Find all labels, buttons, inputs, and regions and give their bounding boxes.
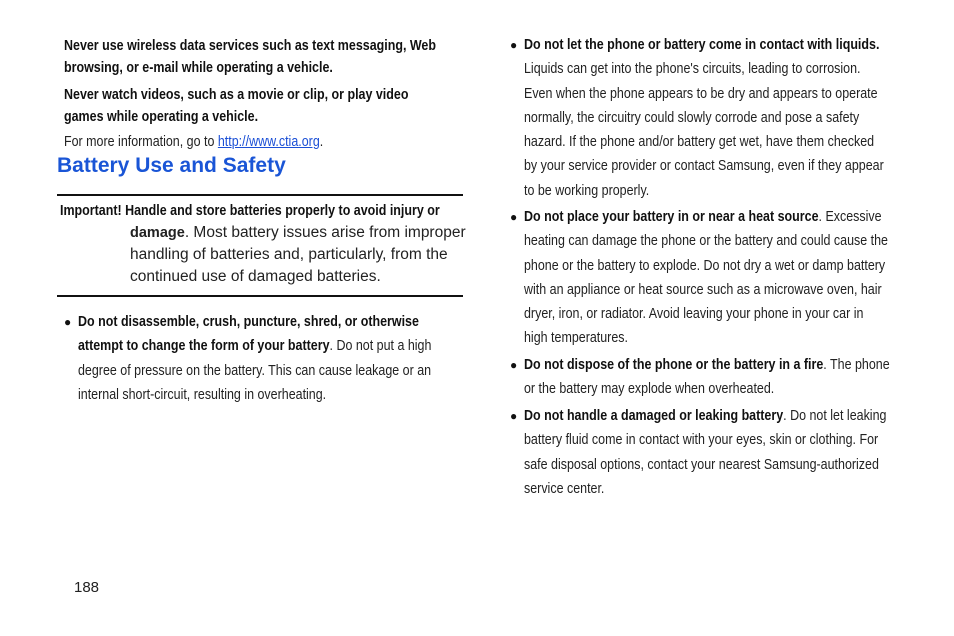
bullet-disassemble bbox=[64, 310, 489, 407]
bullet-text bbox=[524, 404, 886, 501]
bullet-dot: ● bbox=[510, 38, 518, 52]
bullet-line: high temperatures. bbox=[524, 330, 628, 347]
ctia-link[interactable]: http://www.ctia.org bbox=[217, 134, 320, 150]
important-bold: damage bbox=[130, 225, 185, 241]
warning-wireless bbox=[64, 35, 436, 79]
bullet-bold: Do not disassemble, crush, puncture, shred, or otherwise bbox=[78, 314, 419, 330]
bullet-bold: Do not place your battery in or near a heat source bbox=[524, 209, 819, 225]
bullet-bold: Do not handle a damaged or leaking battery bbox=[524, 408, 784, 424]
bullet-damaged bbox=[510, 404, 945, 501]
warning-line: browsing, or e-mail while operating a vehicle. bbox=[64, 60, 333, 76]
more-info-suffix: . bbox=[319, 134, 324, 150]
bullet-text bbox=[524, 353, 890, 402]
bullet-line: internal short-circuit, resulting in overheating. bbox=[78, 386, 327, 403]
important-line: handling of batteries and, particularly, from the bbox=[130, 246, 448, 263]
bullet-bold: Do not dispose of the phone or the battery in a fire bbox=[524, 357, 824, 373]
bullet-line: normally, the circuitry could slowly corrode and pose a safety bbox=[524, 109, 860, 126]
bullet-fire bbox=[510, 353, 949, 402]
bullet-dot: ● bbox=[64, 315, 72, 329]
bullet-line: by your service provider or contact Samsung, even if they appear bbox=[524, 158, 884, 175]
bullet-bold: attempt to change the form of your battery bbox=[78, 338, 330, 355]
bullet-line: service center. bbox=[524, 480, 605, 497]
bullet-dot: ● bbox=[510, 210, 518, 224]
warning-line: Never use wireless data services such as text messaging, Web bbox=[64, 38, 436, 54]
bullet-line: heating can damage the phone or the battery and could cause the bbox=[524, 233, 888, 250]
bullet-text bbox=[524, 33, 884, 203]
bullet-line: dryer, iron, or radiator. Avoid leaving your phone in your car in bbox=[524, 306, 864, 323]
bullet-line: Liquids can get into the phone's circuits, leading to corrosion. bbox=[524, 61, 861, 78]
bullet-dot: ● bbox=[510, 358, 518, 372]
bullet-line: degree of pressure on the battery. This can cause leakage or an bbox=[78, 362, 432, 379]
bullet-line: hazard. If the phone and/or battery get wet, have them checked bbox=[524, 134, 875, 151]
bullet-text bbox=[78, 310, 431, 407]
important-body bbox=[130, 222, 466, 288]
bullet-text bbox=[524, 205, 888, 351]
section-title: Battery Use and Safety bbox=[57, 154, 286, 177]
important-line bbox=[130, 222, 466, 244]
bullet-rest: . Do not put a high bbox=[329, 338, 432, 355]
bullet-line: Even when the phone appears to be dry and appears to operate bbox=[524, 85, 878, 102]
bullet-line: or the battery may explode when overheated. bbox=[524, 381, 775, 398]
bullet-line: phone or the battery to explode. Do not dry a wet or damp battery bbox=[524, 257, 886, 274]
bullet-line: with an appliance or heat source such as a microwave oven, hair bbox=[524, 281, 882, 298]
page-number: 188 bbox=[74, 579, 100, 596]
important-bottom-rule bbox=[57, 295, 463, 297]
warning-videos bbox=[64, 84, 408, 128]
bullet-line: battery fluid come in contact with your eyes, skin or clothing. For bbox=[524, 432, 879, 449]
bullet-rest: . Excessive bbox=[818, 209, 882, 225]
more-info bbox=[64, 131, 323, 153]
bullet-bold: Do not let the phone or battery come in contact with liquids. bbox=[524, 37, 880, 53]
important-top-rule bbox=[57, 194, 463, 196]
bullet-line: to be working properly. bbox=[524, 182, 650, 199]
important-line1-rest: . Most battery issues arise from improper bbox=[184, 224, 466, 241]
more-info-prefix: For more information, go to bbox=[64, 134, 218, 150]
bullet-rest: . Do not let leaking bbox=[783, 408, 887, 424]
important-heading: Important! Handle and store batteries properly to avoid injury or bbox=[60, 203, 440, 219]
warning-line: games while operating a vehicle. bbox=[64, 109, 259, 125]
bullet-rest: . The phone bbox=[823, 357, 890, 373]
bullet-liquids bbox=[510, 33, 942, 203]
bullet-line: safe disposal options, contact your nearest Samsung-authorized bbox=[524, 456, 879, 473]
warning-line: Never watch videos, such as a movie or clip, or play video bbox=[64, 87, 409, 103]
bullet-heat bbox=[510, 205, 947, 351]
bullet-dot: ● bbox=[510, 409, 518, 423]
important-line: continued use of damaged batteries. bbox=[130, 268, 381, 285]
